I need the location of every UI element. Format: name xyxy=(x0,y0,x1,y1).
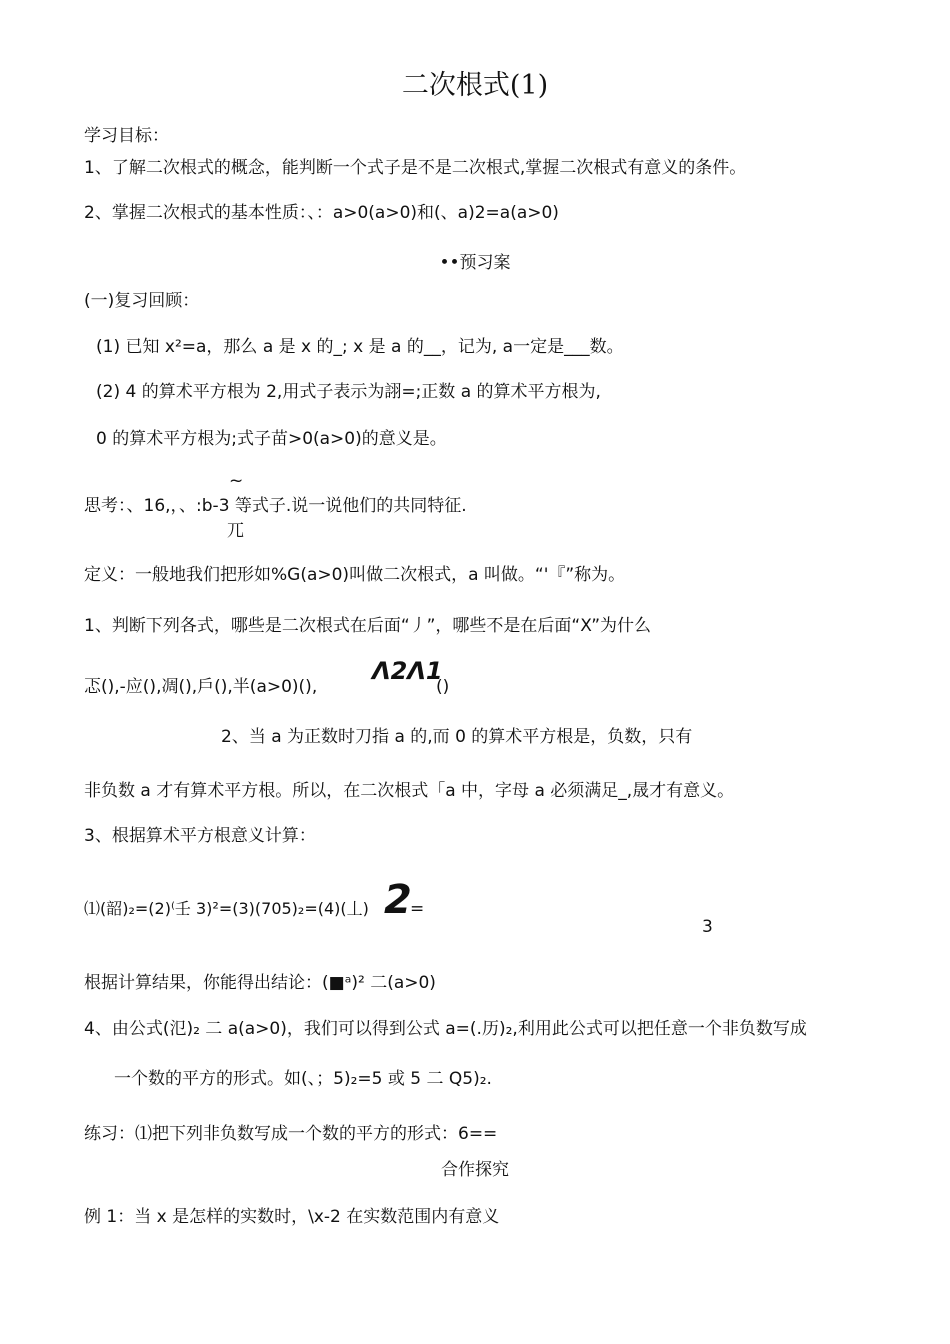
review-heading: (一)复习回顾： xyxy=(84,291,200,311)
para2-line1: 2、当 a 为正数时刀指 a 的,而 0 的算术平方根是，负数，只有 xyxy=(221,727,693,747)
judge-items: 忑(),-应(),凋(),戶(),半(a>0)(), xyxy=(84,677,318,697)
calc-conclusion: 根据计算结果，你能得出结论：(■ᵃ)² 二(a>0) xyxy=(84,973,436,993)
objective-1: 1、了解二次根式的概念，能判断一个式子是不是二次根式,掌握二次根式有意义的条件。 xyxy=(84,158,747,178)
preview-heading: ••预习案 xyxy=(439,253,511,273)
calc-equals: = xyxy=(410,899,425,919)
think-text: 思考：、16,，、:b-3 等式子.说一说他们的共同特征. xyxy=(84,496,467,516)
think-tilde: ~ xyxy=(229,471,244,491)
review-question-2-cont: 0 的算术平方根为;式子苗>0(a>0)的意义是。 xyxy=(96,429,447,449)
review-question-1: (1) 已知 x²=a，那么 a 是 x 的_; x 是 a 的__，记为, a一定是___数。 xyxy=(96,337,624,357)
judge-expression: Λ2Λ1 xyxy=(372,657,443,685)
think-under: 兀 xyxy=(227,521,244,541)
definition: 定义：一般地我们把形如%G(a>0)叫做二次根式，a 叫做。“'『”称为。 xyxy=(84,565,626,585)
judge-prompt: 1、判断下列各式，哪些是二次根式在后面“丿”，哪些不是在后面“X”为什么 xyxy=(84,616,652,636)
para2-line2: 非负数 a 才有算术平方根。所以，在二次根式「a 中，字母 a 必须满足_,晟才有意义。 xyxy=(84,781,735,801)
judge-blank: () xyxy=(436,677,450,697)
example-1: 例 1：当 x 是怎样的实数时，\x-2 在实数范围内有意义 xyxy=(84,1207,500,1227)
calc-three: 3 xyxy=(702,917,713,937)
formula-line2: 一个数的平方的形式。如(、；5)₂=5 或 5 二 Q5)₂. xyxy=(114,1069,492,1089)
calc-expression: ⑴(韶)₂=(2)⁽壬 3)²=(3)(705)₂=(4)(丄) xyxy=(84,899,369,918)
objectives-heading: 学习目标： xyxy=(84,126,169,146)
review-question-2: (2) 4 的算术平方根为 2,用式子表示为詡=;正数 a 的算术平方根为, xyxy=(96,382,601,402)
calc-big-2: 2 xyxy=(384,877,412,923)
objective-2: 2、掌握二次根式的基本性质：、：a>0(a>0)和(、a)2=a(a>0) xyxy=(84,203,559,223)
practice: 练习：⑴把下列非负数写成一个数的平方的形式：6== xyxy=(84,1124,498,1144)
calc-heading: 3、根据算术平方根意义计算： xyxy=(84,826,316,846)
page-title: 二次根式(1) xyxy=(401,70,549,101)
coop-heading: 合作探究 xyxy=(441,1160,509,1180)
formula-line1: 4、由公式(氾)₂ 二 a(a>0)，我们可以得到公式 a=(.历)₂,利用此公式可以把任意一个非负数写成 xyxy=(84,1019,807,1039)
